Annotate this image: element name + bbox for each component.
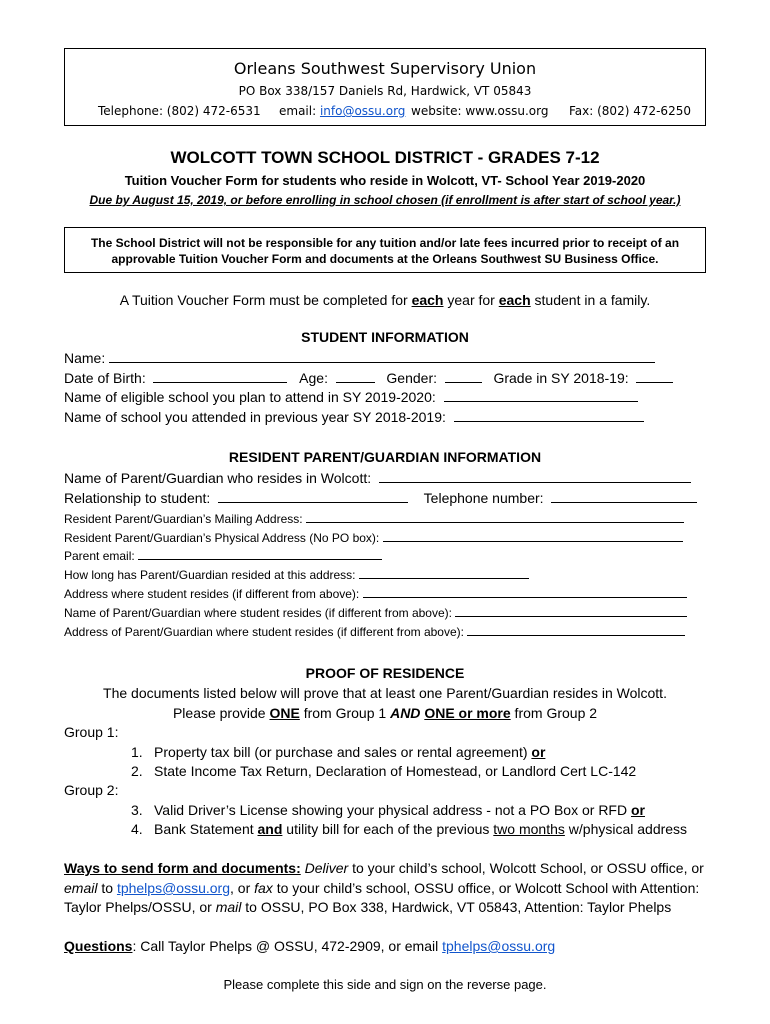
parent-email-row (64, 548, 382, 563)
proof-and: AND (390, 705, 421, 721)
telephone-label: Telephone number: (423, 490, 544, 506)
item-3-or: or (630, 802, 645, 818)
notice-line-2: approvable Tuition Voucher Form and documents at the Orleans Southwest SU Business Office. (111, 252, 659, 266)
ways-line-2 (64, 880, 699, 896)
item-1-text: Property tax bill (or purchase and sales or rental agreement) (154, 744, 532, 760)
eligible-school-field[interactable] (444, 390, 638, 402)
relationship-field[interactable] (218, 491, 408, 503)
item-2-number: 2. (131, 763, 143, 779)
student-address-row (64, 586, 687, 601)
org-fax: Fax: (802) 472-6250 (569, 104, 691, 118)
item-2: State Income Tax Return, Declaration of Homestead, or Landlord Cert LC-142 (154, 763, 637, 779)
proof-text: from Group 2 (510, 705, 598, 721)
previous-school-field[interactable] (454, 410, 644, 422)
intro-part: student in a family. (530, 292, 651, 308)
previous-school-row (64, 409, 644, 425)
item-3-text: Valid Driver’s License showing your physical address - not a PO Box or RFD (154, 802, 631, 818)
student-name-row (64, 350, 655, 366)
relationship-label: Relationship to student: (64, 490, 211, 506)
item-4 (154, 821, 687, 837)
student-name-label: Name: (64, 350, 106, 366)
item-3 (154, 802, 645, 818)
dob-label: Date of Birth: (64, 370, 146, 386)
where-name-label: Name of Parent/Guardian where student resides (if different from above): (64, 606, 452, 620)
eligible-school-label: Name of eligible school you plan to attend in SY 2019-2020: (64, 389, 436, 405)
proof-line-2 (0, 705, 770, 721)
proof-one-or-more: ONE or more (424, 705, 511, 721)
proof-text: from Group 1 (299, 705, 391, 721)
form-title: WOLCOTT TOWN SCHOOL DISTRICT - GRADES 7-12 (170, 148, 600, 167)
ways-text: to (97, 880, 117, 896)
item-3-number: 3. (131, 802, 143, 818)
questions-line (64, 938, 555, 954)
item-1-number: 1. (131, 744, 143, 760)
grade-field[interactable] (636, 371, 673, 383)
ways-deliver: Deliver (304, 860, 349, 876)
item-4-and: and (257, 821, 283, 837)
how-long-field[interactable] (359, 567, 529, 579)
telephone-field[interactable] (551, 491, 697, 503)
parent-info-heading: RESIDENT PARENT/GUARDIAN INFORMATION (228, 449, 542, 465)
ways-label: Ways to send form and documents: (64, 860, 301, 876)
gender-field[interactable] (445, 371, 482, 383)
student-dob-row (64, 370, 673, 386)
parent-name-field[interactable] (379, 471, 691, 483)
ways-text: to your child’s school, OSSU office, or Wolcott School with Attention: (272, 880, 700, 896)
ways-text: Taylor Phelps/OSSU, or (64, 899, 216, 915)
proof-heading: PROOF OF RESIDENCE (305, 665, 465, 681)
org-name: Orleans Southwest Supervisory Union (233, 59, 537, 78)
parent-email-field[interactable] (138, 548, 382, 560)
how-long-row (64, 567, 529, 582)
group-1-label: Group 1: (64, 724, 119, 740)
ways-email-word: email (64, 880, 98, 896)
relationship-row (64, 490, 697, 506)
where-address-field[interactable] (467, 624, 685, 636)
liability-notice (64, 227, 706, 273)
notice-line-1: The School District will not be responsible for any tuition and/or late fees incurred prior to receipt of an (90, 236, 680, 250)
proof-line-1: The documents listed below will prove that at least one Parent/Guardian resides in Wolcott. (103, 685, 667, 701)
org-address: PO Box 338/157 Daniels Rd, Hardwick, VT 05843 (238, 84, 532, 98)
previous-school-label: Name of school you attended in previous year SY 2018-2019: (64, 409, 446, 425)
item-1 (154, 744, 545, 760)
proof-one: ONE (269, 705, 300, 721)
due-date-note: Due by August 15, 2019, or before enrolling in school chosen (if enrollment is after start of school year.) (89, 193, 681, 207)
parent-email-label: Parent email: (64, 549, 135, 563)
parent-name-label: Name of Parent/Guardian who resides in Wolcott: (64, 470, 372, 486)
questions-text: : Call Taylor Phelps @ OSSU, 472-2909, or email (132, 938, 443, 954)
student-info-heading: STUDENT INFORMATION (301, 329, 469, 345)
item-4-text: Bank Statement (154, 821, 258, 837)
item-4-two-months: two months (493, 821, 565, 837)
student-name-field[interactable] (109, 351, 655, 363)
org-email-label: email: (279, 104, 320, 118)
org-telephone: Telephone: (802) 472-6531 (98, 104, 261, 118)
physical-address-label: Resident Parent/Guardian’s Physical Address (No PO box): (64, 531, 380, 545)
proof-text: Please provide (172, 705, 270, 721)
ways-line-1 (64, 860, 704, 876)
item-1-or: or (531, 744, 546, 760)
org-email-link[interactable]: info@ossu.org (319, 104, 406, 118)
mailing-address-field[interactable] (306, 511, 684, 523)
item-4-text: w/physical address (564, 821, 688, 837)
ways-text: , or (230, 880, 255, 896)
dob-field[interactable] (153, 371, 287, 383)
where-address-label: Address of Parent/Guardian where student resides (if different from above): (64, 625, 464, 639)
intro-each-2: each (498, 292, 531, 308)
intro-text (0, 292, 770, 308)
form-subtitle: Tuition Voucher Form for students who reside in Wolcott, VT- School Year 2019-2020 (124, 173, 646, 188)
parent-name-row (64, 470, 691, 486)
mailing-address-label: Resident Parent/Guardian’s Mailing Address: (64, 512, 303, 526)
ways-mail: mail (215, 899, 242, 915)
how-long-label: How long has Parent/Guardian resided at this address: (64, 568, 356, 582)
grade-label: Grade in SY 2018-19: (493, 370, 629, 386)
physical-address-field[interactable] (383, 530, 683, 542)
footer-note: Please complete this side and sign on the reverse page. (223, 977, 547, 992)
where-name-row (64, 605, 687, 620)
student-address-label: Address where student resides (if different from above): (64, 587, 360, 601)
org-email-group (279, 104, 405, 118)
intro-part: A Tuition Voucher Form must be completed for (119, 292, 412, 308)
gender-label: Gender: (386, 370, 438, 386)
student-address-field[interactable] (363, 586, 687, 598)
org-website: website: www.ossu.org (411, 104, 549, 118)
ways-email-link[interactable]: tphelps@ossu.org (116, 880, 230, 896)
questions-email-link[interactable]: tphelps@ossu.org (442, 938, 556, 954)
item-4-text: utility bill for each of the previous (282, 821, 494, 837)
eligible-school-row (64, 389, 638, 405)
intro-each-1: each (411, 292, 444, 308)
ways-text: to your child’s school, Wolcott School, or OSSU office, or (348, 860, 704, 876)
group-2-label: Group 2: (64, 782, 119, 798)
where-name-field[interactable] (455, 605, 687, 617)
where-address-row (64, 624, 685, 639)
age-field[interactable] (336, 371, 375, 383)
mailing-address-row (64, 511, 684, 526)
age-label: Age: (299, 370, 328, 386)
physical-address-row (64, 530, 683, 545)
letterhead-box (64, 48, 706, 126)
ways-line-3 (64, 899, 671, 915)
ways-fax: fax (254, 880, 273, 896)
questions-label: Questions (64, 938, 133, 954)
ways-text: to OSSU, PO Box 338, Hardwick, VT 05843, Attention: Taylor Phelps (241, 899, 672, 915)
intro-part: year for (443, 292, 499, 308)
item-4-number: 4. (131, 821, 143, 837)
